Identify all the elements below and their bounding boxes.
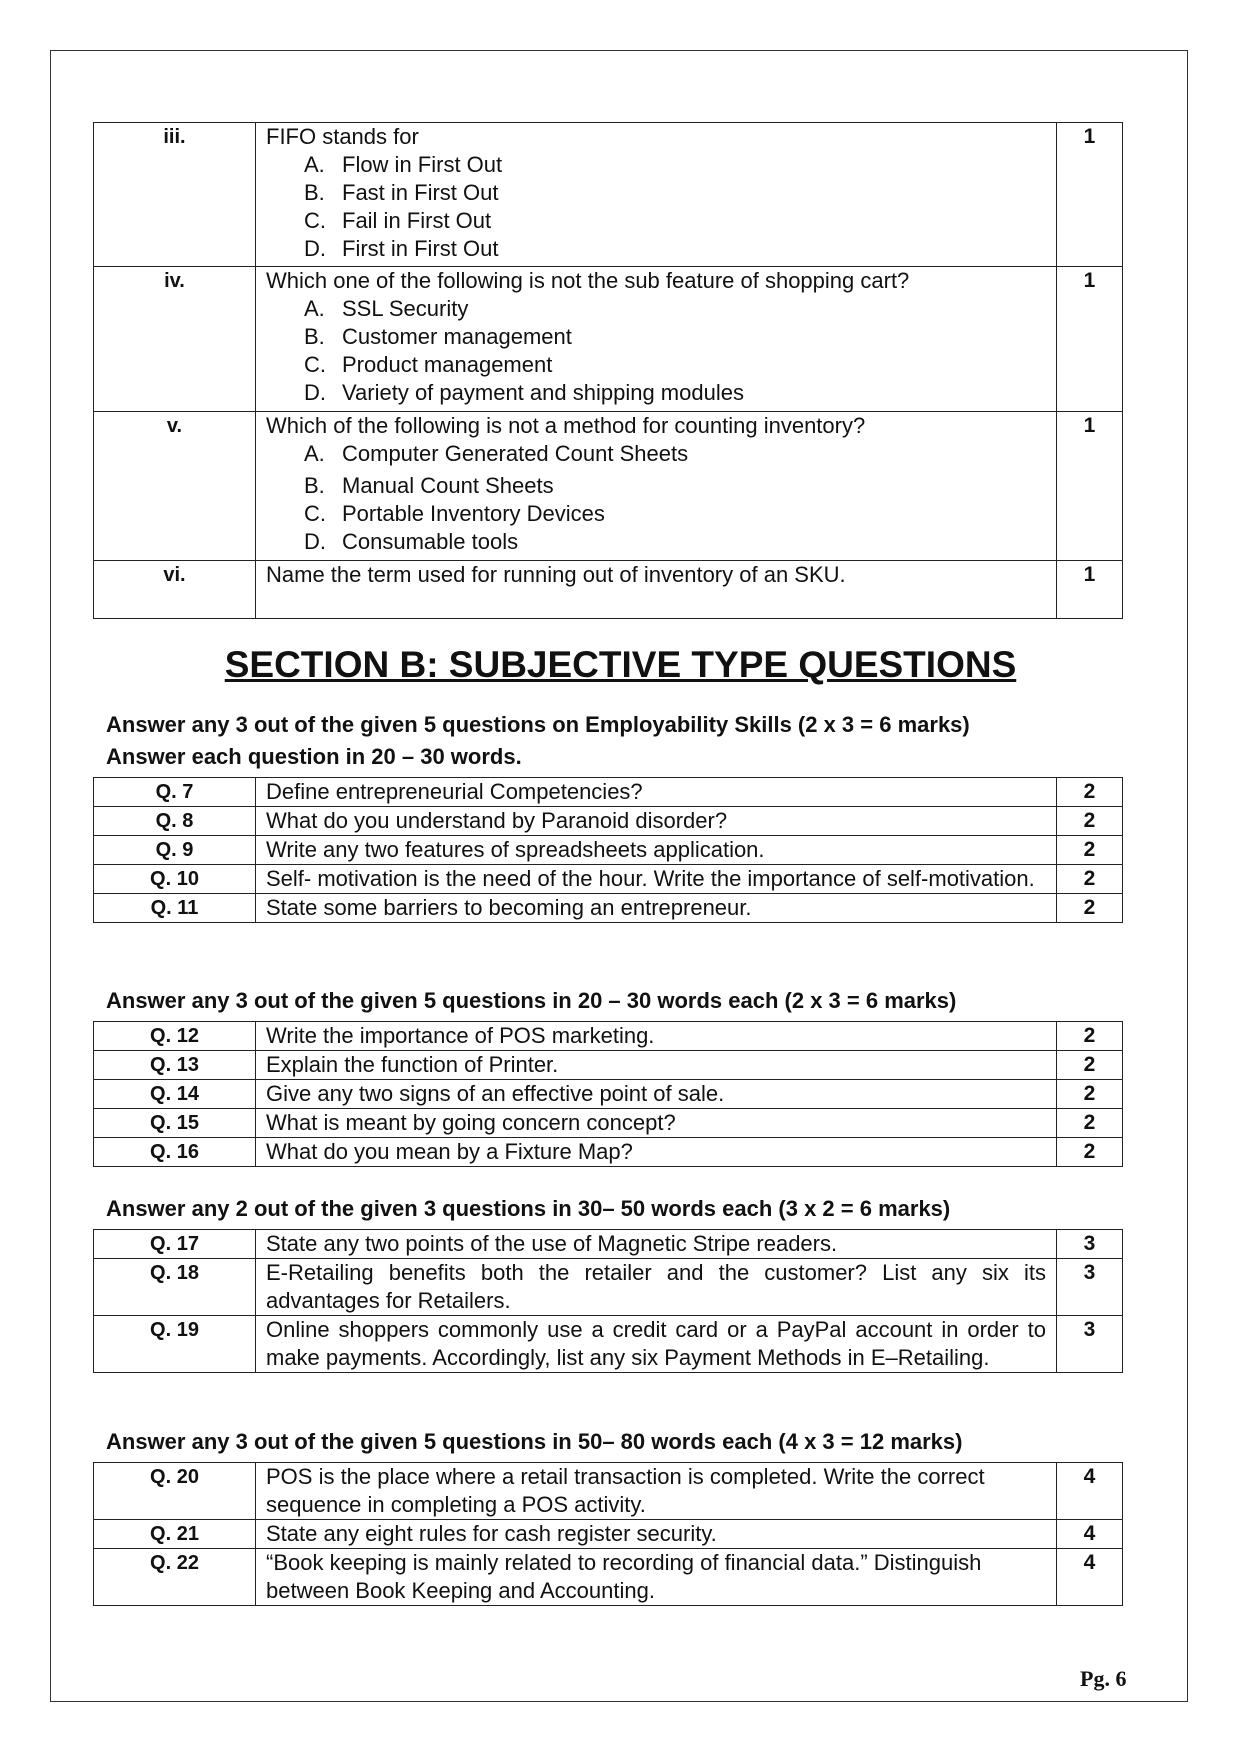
table-row: [94, 1549, 1123, 1606]
option: [266, 207, 1046, 235]
question-text: Self- motivation is the need of the hour. Write the importance of self-motivation.: [256, 865, 1057, 894]
option: [266, 379, 1046, 407]
option-text: Product management: [342, 352, 553, 377]
question-number: v.: [94, 412, 256, 561]
question-number: Q. 21: [94, 1520, 256, 1549]
section-b-title: SECTION B: SUBJECTIVE TYPE QUESTIONS: [224, 644, 1017, 685]
option-letter: D.: [304, 380, 326, 405]
question-text: POS is the place where a retail transaction is completed. Write the correct sequence in completing a POS activity.: [256, 1463, 1057, 1520]
objective-questions-table: [93, 122, 1123, 619]
question-text: “Book keeping is mainly related to recording of financial data.” Distinguish between Book Keeping and Accounting.: [256, 1549, 1057, 1606]
question-number: Q. 12: [94, 1022, 256, 1051]
option-text: Variety of payment and shipping modules: [342, 380, 744, 405]
table-row: [94, 267, 1123, 412]
question-number: Q. 16: [94, 1138, 256, 1167]
question-number: Q. 14: [94, 1080, 256, 1109]
question-text: What do you understand by Paranoid disorder?: [256, 807, 1057, 836]
option: [266, 151, 1046, 179]
question-text: Explain the function of Printer.: [256, 1051, 1057, 1080]
instruction: Answer any 3 out of the given 5 questions in 20 – 30 words each (2 x 3 = 6 marks): [106, 988, 957, 1013]
question-number: Q. 9: [94, 836, 256, 865]
table-row: [94, 1080, 1123, 1109]
option: [266, 323, 1046, 351]
marks: 1: [1057, 267, 1123, 412]
marks: 4: [1057, 1549, 1123, 1606]
marks: 3: [1057, 1230, 1123, 1259]
question-number: Q. 11: [94, 894, 256, 923]
question-table-4: [93, 1462, 1123, 1606]
option-letter: B.: [304, 324, 325, 349]
marks: 3: [1057, 1259, 1123, 1316]
option-text: Flow in First Out: [342, 152, 503, 177]
marks: 2: [1057, 894, 1123, 923]
question-cell: [256, 412, 1057, 561]
table-row: [94, 1316, 1123, 1373]
table-row: [94, 836, 1123, 865]
question-number: Q. 22: [94, 1549, 256, 1606]
marks: 2: [1057, 1109, 1123, 1138]
option: [266, 440, 1046, 468]
table-row: [94, 778, 1123, 807]
question-cell: [256, 267, 1057, 412]
question-number: Q. 17: [94, 1230, 256, 1259]
question-number: Q. 18: [94, 1259, 256, 1316]
option: [266, 472, 1046, 500]
question-cell: [256, 561, 1057, 619]
question-number: vi.: [94, 561, 256, 619]
question-text: Name the term used for running out of inventory of an SKU.: [266, 562, 846, 587]
question-text: State any eight rules for cash register security.: [256, 1520, 1057, 1549]
option-letter: C.: [304, 501, 326, 526]
instruction: Answer any 3 out of the given 5 questions in 50– 80 words each (4 x 3 = 12 marks): [106, 1429, 963, 1454]
marks: 1: [1057, 123, 1123, 267]
question-text: Which one of the following is not the sub feature of shopping cart?: [266, 268, 910, 293]
option-text: Customer management: [342, 324, 572, 349]
question-cell: [256, 123, 1057, 267]
table-row: [94, 1463, 1123, 1520]
marks: 2: [1057, 1080, 1123, 1109]
question-text: State any two points of the use of Magnetic Stripe readers.: [256, 1230, 1057, 1259]
option-letter: C.: [304, 352, 326, 377]
question-text: State some barriers to becoming an entrepreneur.: [256, 894, 1057, 923]
option: [266, 235, 1046, 263]
table-row: [94, 865, 1123, 894]
marks: 4: [1057, 1463, 1123, 1520]
question-number: Q. 8: [94, 807, 256, 836]
table-row: [94, 807, 1123, 836]
marks: 2: [1057, 865, 1123, 894]
option-letter: A.: [304, 296, 325, 321]
marks: 3: [1057, 1316, 1123, 1373]
option: [266, 528, 1046, 556]
marks: 2: [1057, 1138, 1123, 1167]
page-number: Pg. 6: [1080, 1666, 1127, 1691]
marks: 2: [1057, 836, 1123, 865]
instruction: Answer any 2 out of the given 3 questions in 30– 50 words each (3 x 2 = 6 marks): [106, 1196, 951, 1221]
question-table-1: [93, 777, 1123, 923]
option-letter: D.: [304, 529, 326, 554]
marks: 2: [1057, 1051, 1123, 1080]
question-number: Q. 19: [94, 1316, 256, 1373]
marks: 1: [1057, 561, 1123, 619]
marks: 1: [1057, 412, 1123, 561]
question-text: Online shoppers commonly use a credit card or a PayPal account in order to make payments. Accordingly, list any six Payment Methods in E–Retailing.: [256, 1316, 1057, 1373]
option-letter: B.: [304, 473, 325, 498]
marks: 2: [1057, 1022, 1123, 1051]
table-row: [94, 894, 1123, 923]
option: [266, 500, 1046, 528]
option-text: Computer Generated Count Sheets: [342, 441, 689, 466]
option-text: Manual Count Sheets: [342, 473, 554, 498]
option-text: First in First Out: [342, 236, 499, 261]
table-row: [94, 123, 1123, 267]
question-number: Q. 15: [94, 1109, 256, 1138]
question-text: Define entrepreneurial Competencies?: [256, 778, 1057, 807]
table-row: [94, 1051, 1123, 1080]
table-row: [94, 561, 1123, 619]
question-number: Q. 10: [94, 865, 256, 894]
question-text: What do you mean by a Fixture Map?: [256, 1138, 1057, 1167]
question-text: Write the importance of POS marketing.: [256, 1022, 1057, 1051]
question-number: Q. 7: [94, 778, 256, 807]
marks: 2: [1057, 778, 1123, 807]
table-row: [94, 1520, 1123, 1549]
question-table-3: [93, 1229, 1123, 1373]
marks: 4: [1057, 1520, 1123, 1549]
question-number: iv.: [94, 267, 256, 412]
question-number: Q. 13: [94, 1051, 256, 1080]
option-letter: C.: [304, 208, 326, 233]
question-text: Which of the following is not a method for counting inventory?: [266, 413, 866, 438]
table-row: [94, 1230, 1123, 1259]
table-row: [94, 1259, 1123, 1316]
option-letter: D.: [304, 236, 326, 261]
option-text: Portable Inventory Devices: [342, 501, 605, 526]
question-text: E-Retailing benefits both the retailer and the customer? List any six its advantages for Retailers.: [256, 1259, 1057, 1316]
option-letter: A.: [304, 152, 325, 177]
table-row: [94, 1109, 1123, 1138]
table-row: [94, 1138, 1123, 1167]
marks: 2: [1057, 807, 1123, 836]
instruction: Answer any 3 out of the given 5 questions on Employability Skills (2 x 3 = 6 marks): [106, 712, 970, 737]
option: [266, 295, 1046, 323]
question-text: Give any two signs of an effective point of sale.: [256, 1080, 1057, 1109]
question-text: FIFO stands for: [266, 124, 419, 149]
option-text: SSL Security: [342, 296, 469, 321]
table-row: [94, 1022, 1123, 1051]
option-text: Consumable tools: [342, 529, 519, 554]
question-table-2: [93, 1021, 1123, 1167]
option-text: Fail in First Out: [342, 208, 492, 233]
question-text: Write any two features of spreadsheets application.: [256, 836, 1057, 865]
option: [266, 351, 1046, 379]
option-letter: A.: [304, 441, 325, 466]
table-row: [94, 412, 1123, 561]
option-text: Fast in First Out: [342, 180, 499, 205]
option: [266, 179, 1046, 207]
instruction: Answer each question in 20 – 30 words.: [106, 744, 522, 769]
option-letter: B.: [304, 180, 325, 205]
question-number: iii.: [94, 123, 256, 267]
question-number: Q. 20: [94, 1463, 256, 1520]
question-text: What is meant by going concern concept?: [256, 1109, 1057, 1138]
